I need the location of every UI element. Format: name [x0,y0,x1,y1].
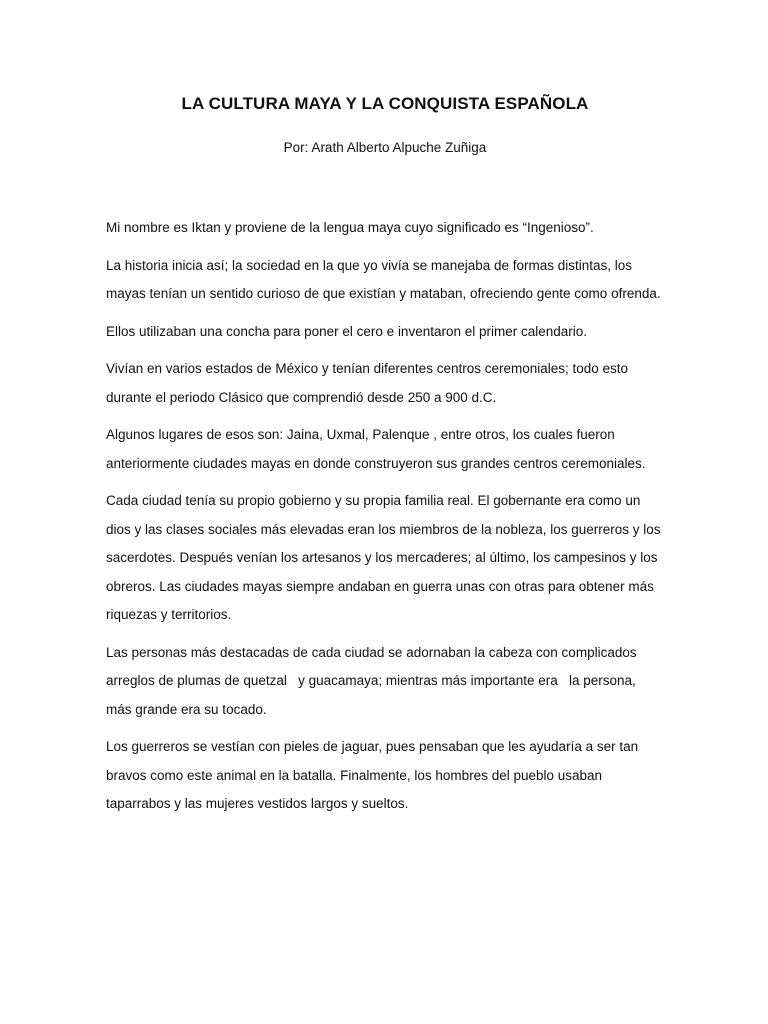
document-author: Por: Arath Alberto Alpuche Zuñiga [283,140,487,155]
paragraph: Ellos utilizaban una concha para poner el cero e inventaron el primer calendario. [106,323,588,339]
paragraph: Algunos lugares de esos son: Jaina, Uxmal, Palenque , entre otros, los cuales fueron anteriormente ciudades mayas en donde construyeron sus grandes centros ceremoniales. [106,427,646,471]
document-body [106,214,664,819]
paragraph: Las personas más destacadas de cada ciudad se adornaban la cabeza con complicados arreglos de plumas de quetzal y guacamaya; mientras más importante era la persona, más grande era su tocado. [106,644,641,717]
paragraph: Cada ciudad tenía su propio gobierno y su propia familia real. El gobernante era como un dios y las clases sociales más elevadas eran los miembros de la nobleza, los guerreros y los sacerdotes. Después venían los artesanos y los mercaderes; al último, los campesinos y los obreros. Las ciudades mayas siempre andaban en guerra unas con otras para obtener más riquezas y territorios. [106,493,665,622]
paragraph: La historia inicia así; la sociedad en la que yo vivía se manejaba de formas distintas, los mayas tenían un sentido curioso de que existían y mataban, ofreciendo gente como ofrenda. [106,257,661,301]
paragraph: Los guerreros se vestían con pieles de jaguar, pues pensaban que les ayudaría a ser tan bravos como este animal en la batalla. Finalmente, los hombres del pueblo usaban taparrabos y las mujeres vestidos largos y sueltos. [106,739,642,811]
paragraph: Mi nombre es Iktan y proviene de la lengua maya cuyo significado es “Ingenioso”. [106,220,594,235]
paragraph: Vivían en varios estados de México y tenían diferentes centros ceremoniales; todo esto durante el periodo Clásico que comprendió desde 250 a 900 d.C. [106,361,632,405]
document-title: LA CULTURA MAYA Y LA CONQUISTA ESPAÑOLA [181,94,589,113]
